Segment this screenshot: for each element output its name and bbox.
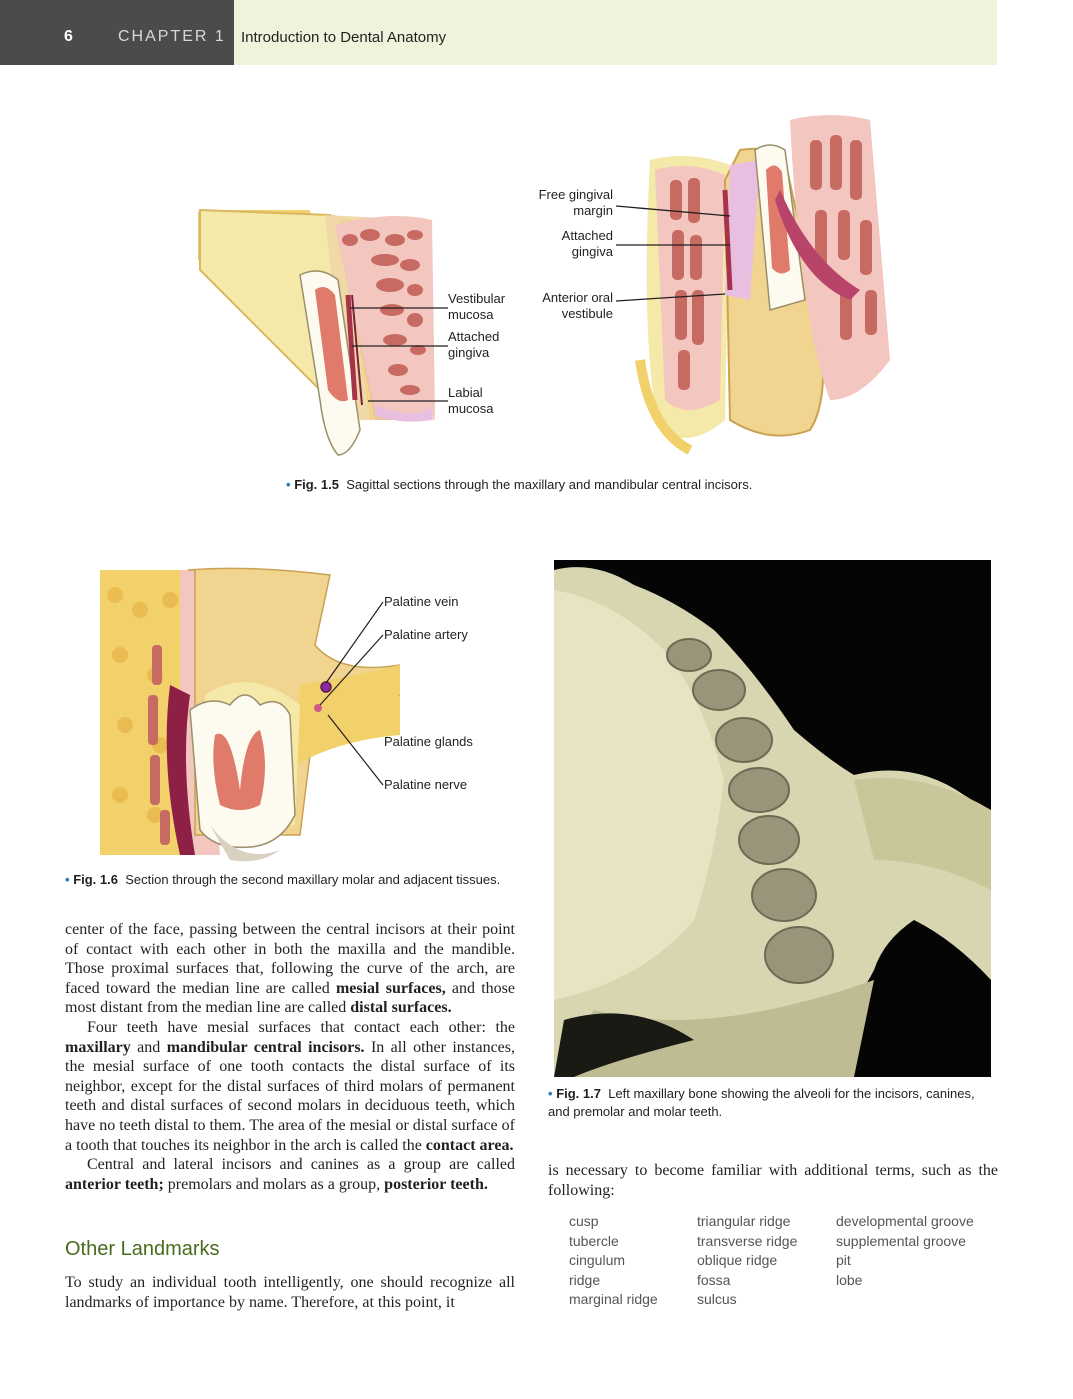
caption-bullet: • xyxy=(65,872,70,887)
left-column-body xyxy=(65,920,515,1194)
fig-1-5-illustration xyxy=(170,100,900,460)
label-labial-mucosa: Labial mucosa xyxy=(448,385,494,416)
fig-1-6-caption: • Fig. 1.6 Section through the second maxillary molar and adjacent tissues. xyxy=(65,872,501,887)
term: cusp xyxy=(569,1213,599,1229)
label-palatine-vein: Palatine vein xyxy=(384,594,459,609)
label-anterior-oral-vestibule: Anterior oral vestibule xyxy=(542,290,613,321)
chapter-title: Introduction to Dental Anatomy xyxy=(241,29,447,46)
term: ridge xyxy=(569,1271,601,1288)
label-palatine-glands: Palatine glands xyxy=(384,734,473,749)
term: lobe xyxy=(836,1271,863,1288)
term: cingulum xyxy=(569,1252,626,1269)
right-column-intro: is necessary to become familiar with additional terms, such as the following: xyxy=(548,1162,998,1199)
paragraph-landmarks: To study an individual tooth intelligently, one should recognize all landmarks of importance by name. Therefore, at this point, it xyxy=(65,1274,515,1311)
label-free-gingival-margin: Free gingival margin xyxy=(538,187,613,218)
term: oblique ridge xyxy=(697,1252,778,1269)
fig-1-7-maxillary-bone-photo xyxy=(554,560,991,1077)
label-palatine-artery: Palatine artery xyxy=(384,627,468,642)
label-vestibular-mucosa: Vestibular mucosa xyxy=(448,291,506,322)
caption-bullet: • xyxy=(548,1086,553,1101)
term: supplemental groove xyxy=(836,1232,966,1249)
label-attached-gingiva-right: Attached gingiva xyxy=(561,228,613,259)
term: fossa xyxy=(697,1271,731,1288)
term: marginal ridge xyxy=(569,1291,658,1308)
maxillary-incisor-section xyxy=(198,210,435,455)
terms-column-1 xyxy=(569,1212,658,1310)
fig-1-5-caption: • Fig. 1.5 Sagittal sections through the maxillary and mandibular central incisors. xyxy=(286,477,753,492)
term: triangular ridge xyxy=(697,1213,791,1229)
fig-1-7-caption: • Fig. 1.7 Left maxillary bone showing the alveoli for the incisors, canines, and premolar and molar teeth. xyxy=(548,1086,975,1119)
section-heading: Other Landmarks xyxy=(65,1238,220,1260)
term: pit xyxy=(836,1252,851,1269)
term: sulcus xyxy=(697,1291,737,1308)
terms-column-2 xyxy=(697,1212,797,1310)
terms-column-3 xyxy=(836,1212,974,1290)
mandibular-incisor-section xyxy=(640,115,890,450)
term: tubercle xyxy=(569,1232,619,1249)
chapter-label: CHAPTER 1 xyxy=(118,28,226,45)
label-attached-gingiva-left: Attached gingiva xyxy=(448,329,500,360)
page-number: 6 xyxy=(64,28,73,45)
paragraph-anterior-posterior: Central and lateral incisors and canines as a group are called anterior teeth; premolars and molars as a group, posterior teeth. xyxy=(65,1156,515,1193)
paragraph-contact-area: Four teeth have mesial surfaces that contact each other: the maxillary and mandibular central incisors. In all other instances, the mesial surface of one tooth contacts the distal surface of its neighbor, except for the distal surfaces of third molars of permanent teeth and distal surfaces of second molars in deciduous teeth, which have no teeth distal to them. The area of the mesial or distal surface of a tooth that touches its neighbor in the arch is called the contact area. xyxy=(65,1018,516,1154)
term: transverse ridge xyxy=(697,1232,798,1249)
label-palatine-nerve: Palatine nerve xyxy=(384,777,468,792)
caption-bullet: • xyxy=(286,477,291,492)
term: developmental groove xyxy=(836,1213,974,1229)
paragraph-mesial-distal: center of the face, passing between the central incisors at their point of contact with each other in both the maxilla and the mandible. Those proximal surfaces that, following the curve of the arch, are faced toward the median line are called mesial surfaces, and those most distant from the median line are called distal surfaces. xyxy=(65,921,516,1017)
fig-1-6-illustration xyxy=(100,565,400,865)
